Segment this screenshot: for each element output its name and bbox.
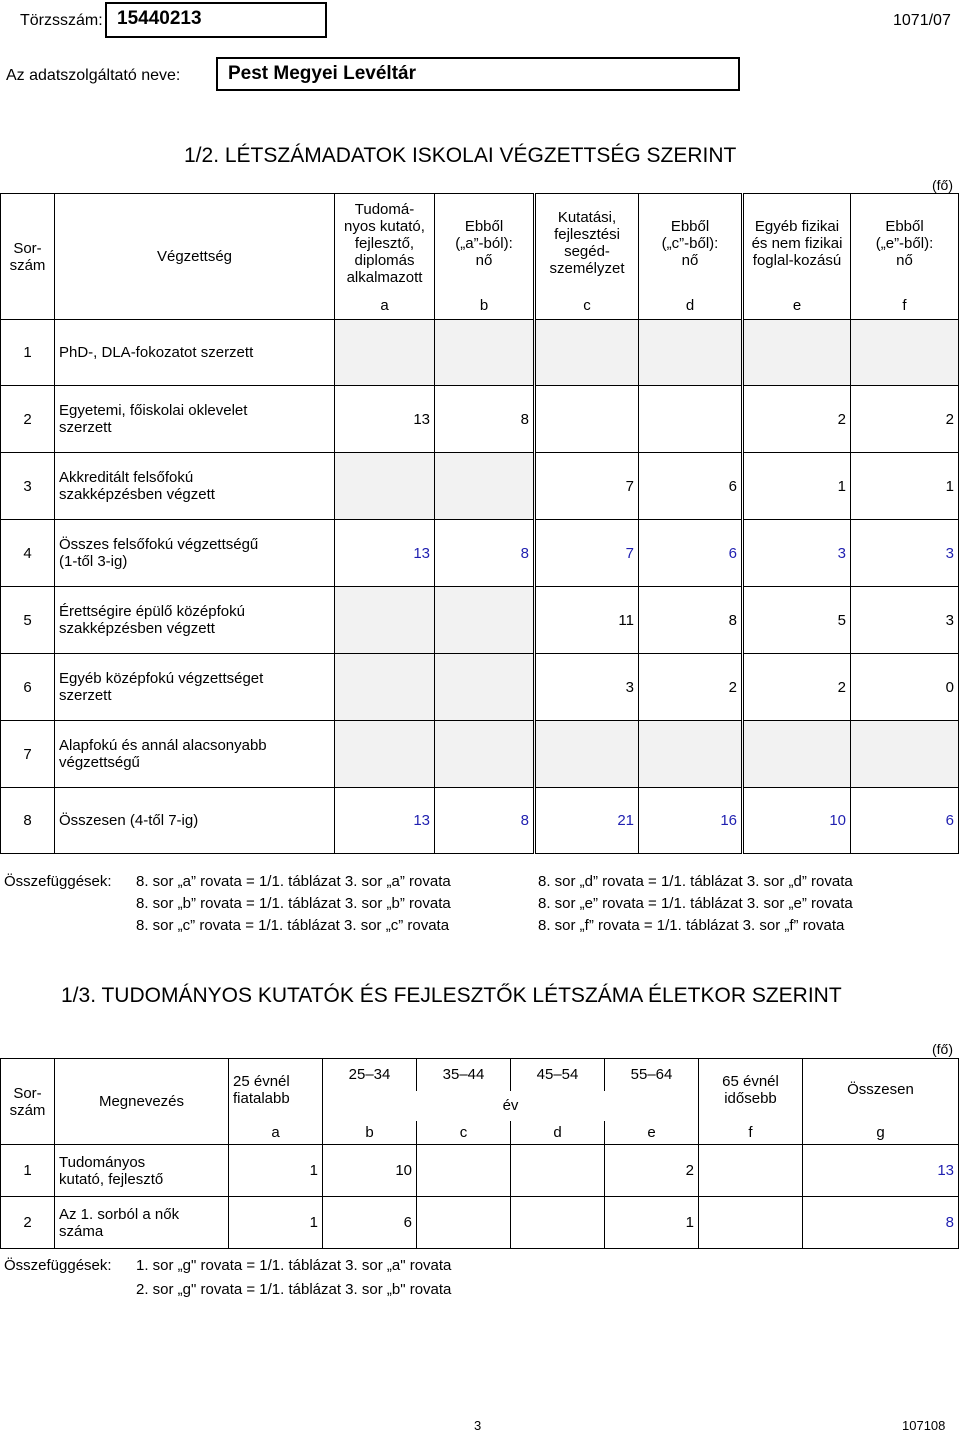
cell-d[interactable]: 8	[639, 587, 743, 654]
cell-e[interactable]: 2	[743, 654, 851, 721]
cell-d[interactable]	[639, 386, 743, 453]
cell-e: 10	[743, 788, 851, 854]
row-number: 6	[1, 654, 55, 721]
col-letter: d	[639, 293, 743, 320]
cell-e[interactable]: 1	[605, 1197, 699, 1249]
adatszolgaltato-label: Az adatszolgáltató neve:	[6, 67, 181, 84]
table-row	[1, 721, 959, 788]
cell-b[interactable]: 10	[323, 1145, 417, 1197]
col-letter: c	[417, 1121, 511, 1145]
table-row	[1, 453, 959, 520]
cell-a[interactable]	[335, 453, 435, 520]
cell-b[interactable]	[435, 721, 535, 788]
cell-f[interactable]: 2	[851, 386, 959, 453]
form-code: 1071/07	[893, 12, 951, 29]
col-letter: d	[511, 1121, 605, 1145]
table-row	[1, 320, 959, 386]
col-letter: a	[229, 1121, 323, 1145]
col-letter: b	[323, 1121, 417, 1145]
cell-e[interactable]: 1	[743, 453, 851, 520]
cell-g: 13	[803, 1145, 959, 1197]
cell-a: 13	[335, 520, 435, 587]
header-ebbol-e: Ebből („e”-ből): nő	[851, 194, 959, 293]
cell-b[interactable]	[435, 320, 535, 386]
table-row	[1, 1197, 959, 1249]
row-label: Alapfokú és annál alacsonyabb végzettségű	[55, 721, 335, 788]
cell-c[interactable]: 7	[535, 453, 639, 520]
table-row	[1, 587, 959, 654]
row-number: 3	[1, 453, 55, 520]
cell-f[interactable]: 1	[851, 453, 959, 520]
header-age25-34: 25–34	[323, 1059, 417, 1091]
cell-d: 16	[639, 788, 743, 854]
cell-f[interactable]	[699, 1145, 803, 1197]
header-megnevezes: Megnevezés	[55, 1059, 229, 1145]
header-over65: 65 évnél idősebb	[699, 1059, 803, 1121]
cell-c[interactable]	[535, 721, 639, 788]
table2-title: 1/3. TUDOMÁNYOS KUTATÓK ÉS FEJLESZTŐK LÉTSZÁMA ÉLETKOR SZERINT	[61, 984, 842, 1007]
table1-footnote-label: Összefüggések:	[4, 873, 112, 890]
row-label: Egyetemi, főiskolai oklevelet szerzett	[55, 386, 335, 453]
cell-b[interactable]	[435, 587, 535, 654]
cell-c[interactable]	[535, 386, 639, 453]
row-label: Összesen (4-től 7-ig)	[55, 788, 335, 854]
header-vegzettseg: Végzettség	[55, 194, 335, 320]
table2-unit: (fő)	[932, 1041, 953, 1057]
cell-c[interactable]	[535, 320, 639, 386]
row-label: PhD-, DLA-fokozatot szerzett	[55, 320, 335, 386]
header-ev: év	[323, 1091, 699, 1121]
row-label: Akkreditált felsőfokú szakképzésben végzett	[55, 453, 335, 520]
cell-f[interactable]	[851, 320, 959, 386]
col-letter: f	[699, 1121, 803, 1145]
cell-d: 6	[639, 520, 743, 587]
cell-d[interactable]	[511, 1197, 605, 1249]
cell-e[interactable]	[743, 320, 851, 386]
table2-footnote-label: Összefüggések:	[4, 1257, 112, 1274]
table1-title: 1/2. LÉTSZÁMADATOK ISKOLAI VÉGZETTSÉG SZERINT	[184, 144, 737, 167]
cell-b: 8	[435, 520, 535, 587]
cell-e[interactable]: 5	[743, 587, 851, 654]
adatszolgaltato-field[interactable]: Pest Megyei Levéltár	[216, 57, 740, 91]
cell-f[interactable]	[851, 721, 959, 788]
cell-c: 21	[535, 788, 639, 854]
table-row	[1, 1145, 959, 1197]
header-sorszam: Sor- szám	[1, 1059, 55, 1145]
cell-c[interactable]	[417, 1145, 511, 1197]
row-number: 7	[1, 721, 55, 788]
cell-d[interactable]	[639, 320, 743, 386]
footnote-line: 8. sor „d” rovata = 1/1. táblázat 3. sor „d” rovata	[538, 873, 853, 890]
cell-d[interactable]: 6	[639, 453, 743, 520]
header-sorszam: Sor- szám	[1, 194, 55, 320]
cell-c[interactable]: 11	[535, 587, 639, 654]
cell-c[interactable]: 3	[535, 654, 639, 721]
row-number: 1	[1, 320, 55, 386]
cell-a[interactable]	[335, 587, 435, 654]
footnote-line: 8. sor „e” rovata = 1/1. táblázat 3. sor „e” rovata	[538, 895, 853, 912]
header-osszesen: Összesen	[803, 1059, 959, 1121]
col-letter: g	[803, 1121, 959, 1145]
torzsszam-label: Törzsszám:	[20, 12, 103, 29]
row-number: 2	[1, 386, 55, 453]
header-age55-64: 55–64	[605, 1059, 699, 1091]
footnote-line: 8. sor „b” rovata = 1/1. táblázat 3. sor „b” rovata	[136, 895, 451, 912]
footnote-line: 8. sor „a” rovata = 1/1. táblázat 3. sor „a” rovata	[136, 873, 451, 890]
cell-d[interactable]: 2	[639, 654, 743, 721]
col-letter: f	[851, 293, 959, 320]
footnote-line: 2. sor „g" rovata = 1/1. táblázat 3. sor „b" rovata	[136, 1281, 452, 1298]
header-tudomanyos: Tudomá- nyos kutató, fejlesztő, diplomás alkalmazott	[335, 194, 435, 293]
col-letter: b	[435, 293, 535, 320]
header-ebbol-a: Ebből („a”-ból): nő	[435, 194, 535, 293]
cell-b: 8	[435, 788, 535, 854]
table2	[0, 1058, 959, 1249]
cell-f[interactable]: 0	[851, 654, 959, 721]
header-egyeb: Egyéb fizikai és nem fizikai foglal-kozású	[743, 194, 851, 293]
cell-e[interactable]: 2	[743, 386, 851, 453]
cell-a[interactable]: 1	[229, 1145, 323, 1197]
table-row	[1, 654, 959, 721]
row-number: 4	[1, 520, 55, 587]
footer-code: 107108	[902, 1418, 946, 1433]
row-label: Érettségire épülő középfokú szakképzésben végzett	[55, 587, 335, 654]
row-label: Összes felsőfokú végzettségű (1-től 3-ig)	[55, 520, 335, 587]
row-number: 2	[1, 1197, 55, 1249]
cell-c: 7	[535, 520, 639, 587]
cell-b[interactable]: 6	[323, 1197, 417, 1249]
col-letter: e	[605, 1121, 699, 1145]
table-row	[1, 520, 959, 587]
footnote-line: 8. sor „c” rovata = 1/1. táblázat 3. sor „c” rovata	[136, 917, 450, 934]
cell-e: 3	[743, 520, 851, 587]
torzsszam-field[interactable]: 15440213	[105, 2, 327, 38]
cell-c[interactable]	[417, 1197, 511, 1249]
cell-d[interactable]	[511, 1145, 605, 1197]
cell-f: 3	[851, 520, 959, 587]
row-number: 1	[1, 1145, 55, 1197]
row-label: Egyéb középfokú végzettséget szerzett	[55, 654, 335, 721]
cell-a[interactable]	[335, 654, 435, 721]
row-label: Tudományos kutató, fejlesztő	[55, 1145, 229, 1197]
col-letter: c	[535, 293, 639, 320]
cell-f: 6	[851, 788, 959, 854]
table-row	[1, 788, 959, 854]
cell-a[interactable]	[335, 320, 435, 386]
footnote-line: 8. sor „f” rovata = 1/1. táblázat 3. sor „f” rovata	[538, 917, 845, 934]
header-under25: 25 évnél fiatalabb	[229, 1059, 323, 1121]
col-letter: a	[335, 293, 435, 320]
row-number: 8	[1, 788, 55, 854]
table-row	[1, 386, 959, 453]
header-ebbol-c: Ebből („c”-ből): nő	[639, 194, 743, 293]
cell-e[interactable]: 2	[605, 1145, 699, 1197]
footnote-line: 1. sor „g" rovata = 1/1. táblázat 3. sor „a" rovata	[136, 1257, 452, 1274]
header-kutatasi: Kutatási, fejlesztési segéd- személyzet	[535, 194, 639, 293]
cell-b[interactable]	[435, 654, 535, 721]
page-number: 3	[474, 1418, 482, 1433]
cell-f[interactable]	[699, 1197, 803, 1249]
col-letter: e	[743, 293, 851, 320]
header-age45-54: 45–54	[511, 1059, 605, 1091]
table1-unit: (fő)	[932, 177, 953, 193]
cell-a[interactable]	[335, 721, 435, 788]
cell-b[interactable]: 8	[435, 386, 535, 453]
cell-a: 13	[335, 788, 435, 854]
table1	[0, 193, 959, 854]
cell-d[interactable]	[639, 721, 743, 788]
header-age35-44: 35–44	[417, 1059, 511, 1091]
row-number: 5	[1, 587, 55, 654]
cell-a[interactable]: 1	[229, 1197, 323, 1249]
row-label: Az 1. sorból a nők száma	[55, 1197, 229, 1249]
cell-e[interactable]	[743, 721, 851, 788]
cell-a[interactable]: 13	[335, 386, 435, 453]
cell-g: 8	[803, 1197, 959, 1249]
cell-b[interactable]	[435, 453, 535, 520]
cell-f[interactable]: 3	[851, 587, 959, 654]
